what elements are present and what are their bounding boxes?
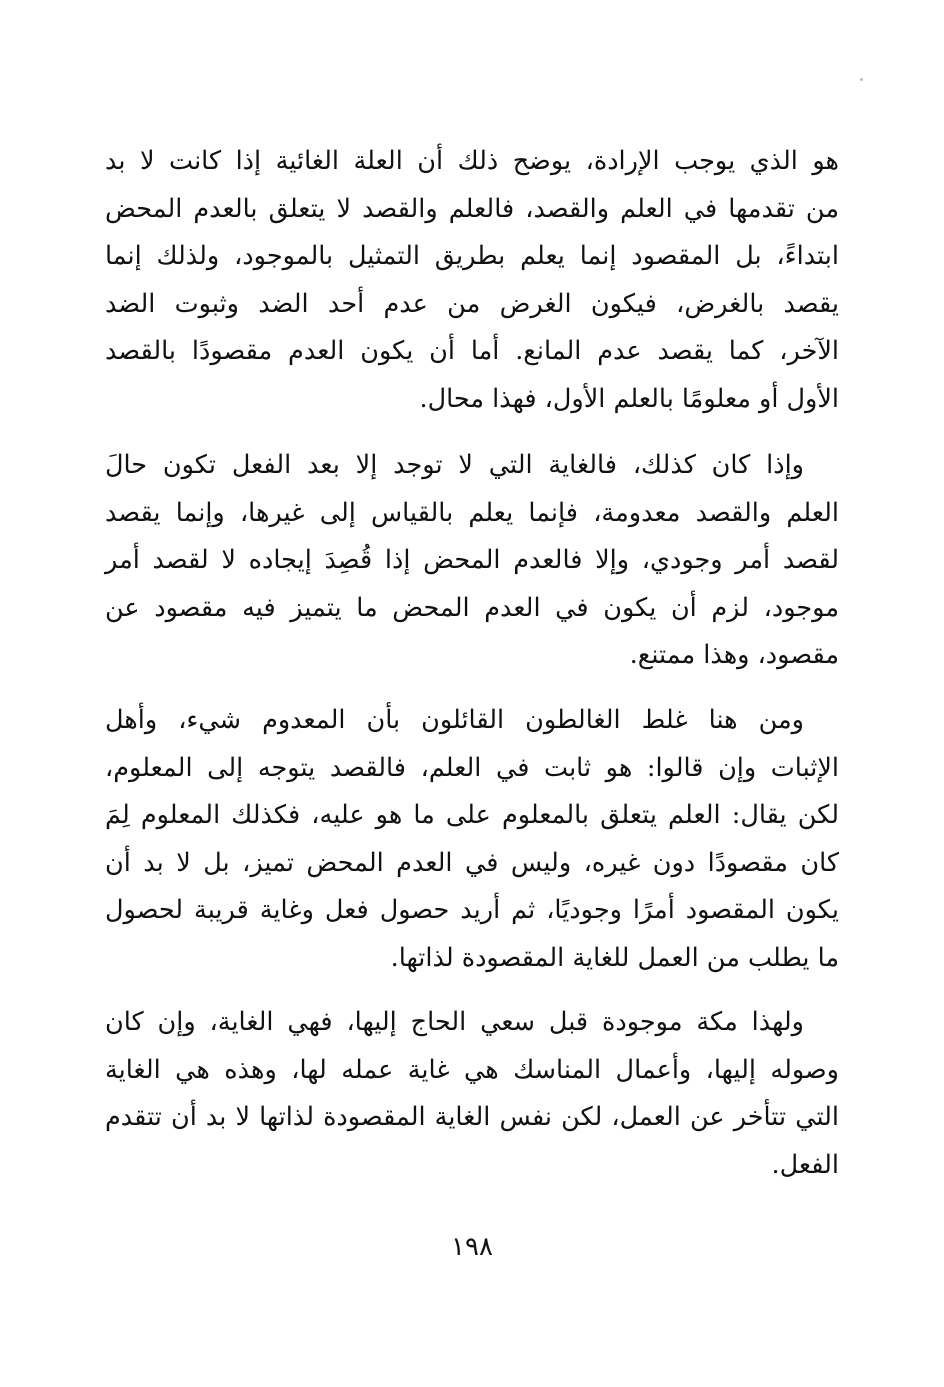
page-number: ١٩٨ (451, 1232, 493, 1262)
text-line: ما يطلب من العمل للغاية المقصودة لذاتها. (390, 942, 839, 973)
text-line: وصوله إليها، وأعمال المناسك هي غاية عمله لها، وهذه هي الغاية (105, 1054, 839, 1085)
text-line: من تقدمها في العلم والقصد، فالعلم والقصد لا يتعلق بالعدم المحض (105, 193, 839, 224)
text-line: لقصد أمر وجودي، وإلا فالعدم المحض إذا قُصِدَ إيجاده لا لقصد أمر (105, 545, 839, 575)
body-text (105, 442, 839, 680)
paragraph (105, 442, 839, 680)
text-line: الأول أو معلومًا بالعلم الأول، فهذا محال. (419, 383, 839, 414)
text-line: يقصد بالغرض، فيكون الغرض من عدم أحد الضد وثبوت الضد (105, 288, 839, 319)
text-line: مقصود، وهذا ممتنع. (629, 640, 839, 670)
body-text (105, 999, 839, 1189)
text-line: العلم والقصد معدومة، فإنما يعلم بالقياس إلى غيرها، وإنما يقصد (105, 497, 839, 528)
body-text (105, 138, 839, 423)
text-line: لكن يقال: العلم يتعلق بالمعلوم على ما هو عليه، فكذلك المعلوم لِمَ (105, 800, 839, 830)
text-line: موجود، لزم أن يكون في العدم المحض ما يتميز فيه مقصود عن (105, 592, 839, 623)
text-line: يكون المقصود أمرًا وجوديًا، ثم أريد حصول فعل وغاية قريبة لحصول (105, 895, 839, 925)
paragraph (105, 138, 839, 423)
text-line: الفعل. (771, 1149, 839, 1180)
text-line: وإذا كان كذلك، فالغاية التي لا توجد إلا بعد الفعل تكون حالَ (105, 450, 804, 480)
text-line: ابتداءً، بل المقصود إنما يعلم بطريق التمثيل بالموجود، ولذلك إنما (105, 241, 839, 271)
text-line: ومن هنا غلط الغالطون القائلون بأن المعدوم شيء، وأهل (105, 705, 804, 735)
text-line: الآخر، كما يقصد عدم المانع. أما أن يكون العدم مقصودًا بالقصد (105, 336, 839, 366)
text-line: كان مقصودًا دون غيره، وليس في العدم المحض تميز، بل لا بد أن (105, 847, 839, 878)
text-line: التي تتأخر عن العمل، لكن نفس الغاية المقصودة لذاتها لا بد أن تتقدم (105, 1102, 839, 1132)
paragraph (105, 697, 839, 982)
text-line: ولهذا مكة موجودة قبل سعي الحاج إليها، فهي الغاية، وإن كان (105, 1007, 804, 1037)
paragraph (105, 999, 839, 1189)
text-line: هو الذي يوجب الإرادة، يوضح ذلك أن العلة الغائية إذا كانت لا بد (105, 146, 839, 176)
body-text (105, 697, 839, 982)
text-line: الإثبات وإن قالوا: هو ثابت في العلم، فالقصد يتوجه إلى المعلوم، (105, 752, 839, 783)
page-speck (860, 78, 863, 81)
